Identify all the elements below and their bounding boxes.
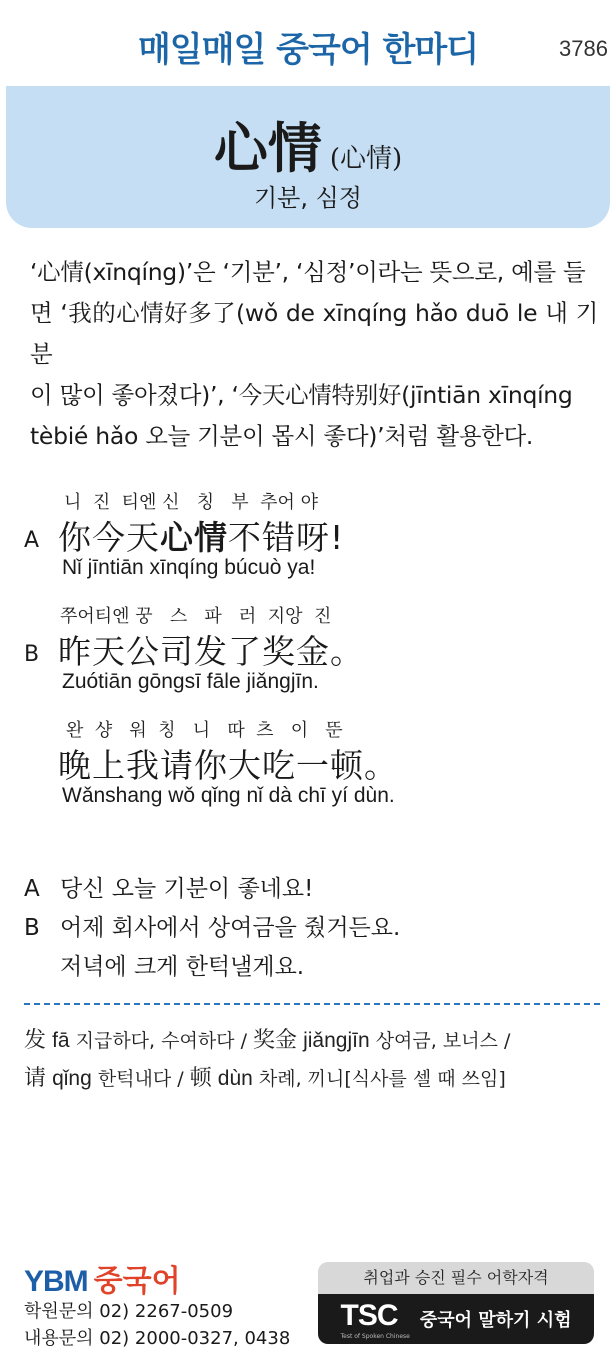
tsc-tagline: 취업과 승진 필수 어학자격 <box>318 1262 594 1294</box>
explanation-line: 면 ‘我的心情好多了(wǒ de xīnqíng hǎo duō le 내 기분 <box>30 299 598 368</box>
contact-academy: 학원문의 02) 2267-0509 <box>24 1301 234 1322</box>
translation-text: 어제 회사에서 상여금을 줬거든요. <box>60 915 401 941</box>
chinese-text: 不错呀! <box>228 518 345 557</box>
contact-content: 내용문의 02) 2000-0327, 0438 <box>24 1328 291 1349</box>
issue-number: 3786 <box>559 36 608 61</box>
vocab-pinyin: fā <box>52 1029 70 1052</box>
vocab-meaning: 지급하다, 수여하다 / <box>75 1030 247 1052</box>
tsc-logo-text: TSC <box>340 1298 398 1332</box>
dialogue-pinyin: Wǎnshang wǒ qǐng nǐ dà chī yí dùn. <box>62 784 395 807</box>
ybm-logo <box>24 1256 181 1300</box>
tsc-logo <box>341 1299 410 1340</box>
explanation-line: tèbié hǎo 오늘 기분이 몹시 좋다)’처럼 활용한다. <box>30 422 534 450</box>
word-traditional: (心情) <box>329 144 403 174</box>
vocab-word: 顿 <box>189 1066 212 1091</box>
word-title-box <box>6 86 610 228</box>
vocab-meaning: 차례, 끼니[식사를 셀 때 쓰임] <box>258 1068 506 1090</box>
tsc-logo-sub: Test of Spoken Chinese <box>340 1332 410 1340</box>
explanation-line: ‘心情(xīnqíng)’은 ‘기분’, ‘심정’이라는 뜻으로, 예를 들 <box>30 258 586 286</box>
tsc-banner <box>318 1262 594 1344</box>
pronunciation-ruby: 쭈어티엔 꿍 스 파 러 지앙 진 <box>60 606 332 627</box>
speaker-label: A <box>24 528 40 553</box>
chinese-text: 昨天公司发了奖金。 <box>58 632 364 671</box>
translation-row <box>24 870 400 909</box>
vocab-meaning: 한턱내다 / <box>97 1068 184 1090</box>
vocab-meaning: 상여금, 보너스 / <box>375 1030 511 1052</box>
speaker-label <box>24 948 60 987</box>
vocab-pinyin: qǐng <box>52 1067 92 1090</box>
word-chinese: 心情 <box>213 116 322 180</box>
speaker-label: B <box>24 642 40 667</box>
vocab-word: 请 <box>24 1066 47 1091</box>
contact-info <box>24 1298 290 1352</box>
translation-text: 저녁에 크게 한턱낼게요. <box>60 954 305 980</box>
chinese-text: 你今天 <box>58 518 160 557</box>
translation <box>24 870 400 987</box>
vocab-word: 奖金 <box>253 1028 298 1053</box>
explanation <box>30 252 598 457</box>
translation-text: 당신 오늘 기분이 좋네요! <box>60 876 314 902</box>
vocab-pinyin: jiǎngjīn <box>303 1029 370 1052</box>
tsc-logo-bar <box>318 1294 594 1344</box>
explanation-line: 이 많이 좋아졌다)’, ‘今天心情特别好(jīntiān xīnqíng <box>30 381 573 409</box>
vocab-word: 发 <box>24 1028 47 1053</box>
dialogue-chinese <box>58 626 364 673</box>
chinese-highlight: 心情 <box>160 518 228 557</box>
brand-sub: 중국어 <box>93 1264 181 1299</box>
speaker-label: A <box>24 876 40 902</box>
brand-name: YBM <box>24 1265 88 1298</box>
pronunciation-ruby: 니 진 티엔 신 칭 부 추어 야 <box>64 492 318 513</box>
vocab-line <box>24 1022 604 1060</box>
dialogue-pinyin: Zuótiān gōngsī fāle jiǎngjīn. <box>62 670 319 693</box>
divider <box>24 1003 600 1005</box>
header-title: 매일매일 중국어 한마디 <box>137 30 479 70</box>
dialogue-pinyin: Nǐ jīntiān xīnqíng búcuò ya! <box>62 556 316 579</box>
vocab-line <box>24 1060 604 1098</box>
translation-row <box>24 909 400 948</box>
vocab-pinyin: dùn <box>217 1067 253 1090</box>
dialogue-chinese <box>58 512 344 559</box>
pronunciation-ruby: 완 샹 워 칭 니 따 츠 이 뚠 <box>66 720 343 741</box>
tsc-label: 중국어 말하기 시험 <box>419 1310 572 1331</box>
vocabulary <box>24 1022 604 1098</box>
chinese-text: 晚上我请你大吃一顿。 <box>58 746 398 785</box>
translation-row <box>24 948 400 987</box>
speaker-label: B <box>24 915 40 941</box>
dialogue-chinese <box>58 740 398 787</box>
word-meaning: 기분, 심정 <box>254 184 362 212</box>
